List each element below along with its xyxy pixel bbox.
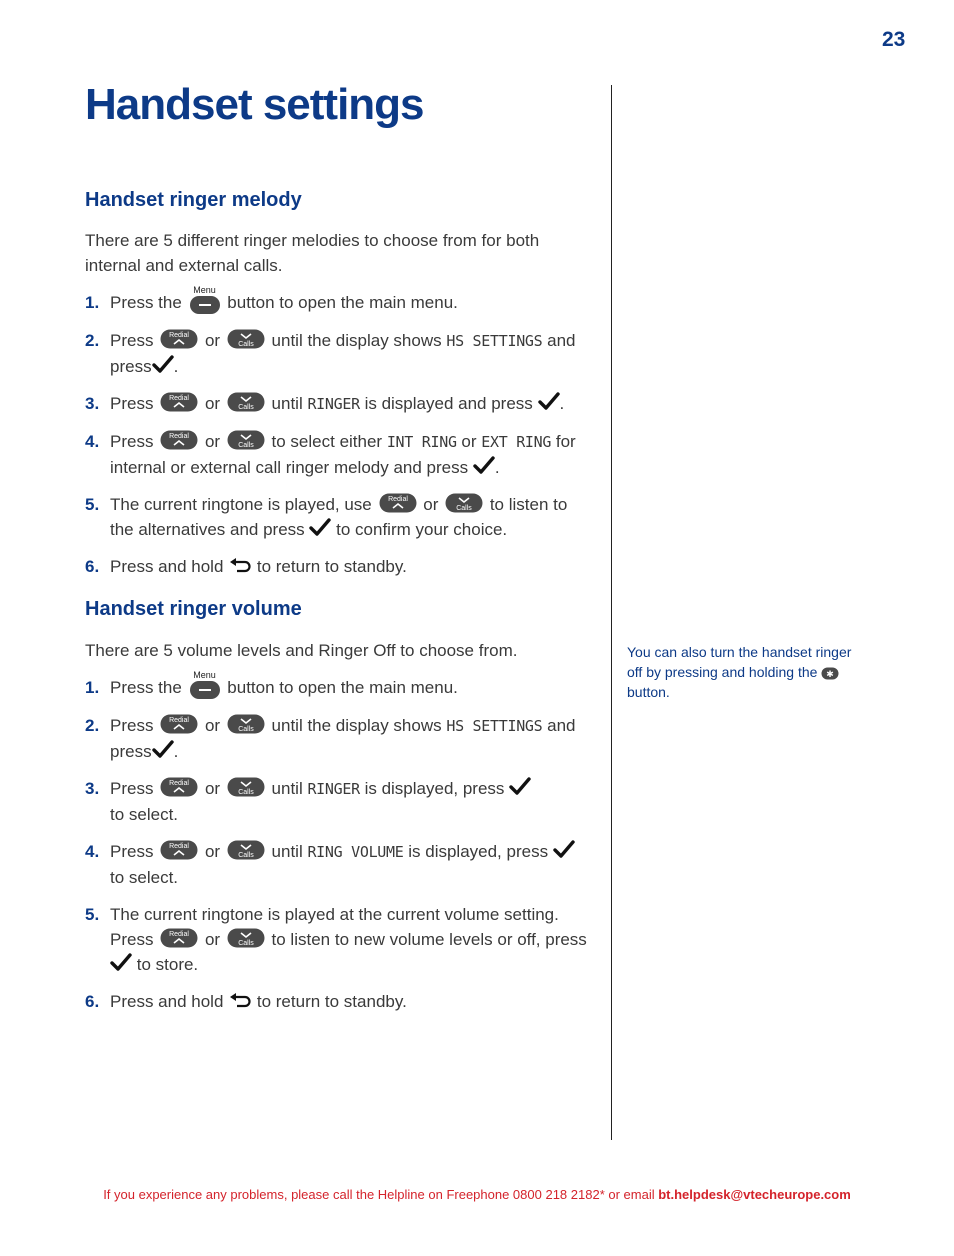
star-button-icon xyxy=(821,665,839,678)
svg-text:Redial: Redial xyxy=(169,433,190,441)
svg-text:✱: ✱ xyxy=(826,669,835,680)
check-icon xyxy=(553,839,575,859)
check-icon xyxy=(110,952,132,972)
calls-down-button-icon xyxy=(227,840,265,860)
list-item: 6. Press and hold to return to standby. xyxy=(85,556,407,576)
calls-down-button-icon xyxy=(227,777,265,797)
footer-helpline: If you experience any problems, please call the Helpline on Freephone 0800 218 2182* or email bt.helpdesk@vtecheurope.com xyxy=(103,1187,851,1202)
list-item: 3. Press Redial or Calls until RINGER is displayed and press . xyxy=(85,391,590,417)
page-title: Handset settings xyxy=(85,80,424,129)
list-item: 4. Press Redial or Calls to select either INT RING or EXT RING for internal or external call ringer melody and press . xyxy=(85,431,576,477)
list-item: 2. Press Redial or Calls until the display shows HS SETTINGS and press . xyxy=(85,715,576,761)
svg-text:Calls: Calls xyxy=(238,442,254,450)
svg-text:Calls: Calls xyxy=(238,852,254,860)
calls-down-button-icon xyxy=(227,329,265,349)
calls-down-button-icon xyxy=(227,392,265,412)
melody-steps xyxy=(85,284,590,591)
redial-up-button-icon xyxy=(160,840,198,860)
list-item: 1. Press the Menu button to open the main menu. xyxy=(85,669,458,697)
calls-down-button-icon xyxy=(227,714,265,734)
menu-button-icon: Menu xyxy=(189,674,221,698)
volume-steps xyxy=(85,669,590,1026)
svg-text:Calls: Calls xyxy=(238,341,254,349)
list-item: 1. Press the Menu button to open the main menu. xyxy=(85,284,458,312)
check-icon xyxy=(309,517,331,537)
svg-text:Calls: Calls xyxy=(238,940,254,948)
volume-intro: There are 5 volume levels and Ringer Off to choose from. xyxy=(85,641,518,660)
list-item: 5. The current ringtone is played at the current volume setting. Press Redial or Calls to listen to new volume levels or off, press to store. xyxy=(85,904,587,974)
calls-down-button-icon xyxy=(445,493,483,513)
sidenote: You can also turn the handset ringer off by pressing and holding the ✱ button. xyxy=(627,644,852,700)
svg-text:Redial: Redial xyxy=(169,332,190,340)
svg-text:Redial: Redial xyxy=(169,780,190,788)
check-icon xyxy=(473,455,495,475)
check-icon xyxy=(152,354,174,374)
melody-heading: Handset ringer melody xyxy=(85,189,302,211)
redial-up-button-icon xyxy=(160,430,198,450)
svg-text:Calls: Calls xyxy=(238,404,254,412)
page-number: 23 xyxy=(882,28,906,51)
list-item: 5. The current ringtone is played, use Redial or Calls to listen to the alternatives and press to confirm your choice. xyxy=(85,494,568,539)
column-divider xyxy=(611,85,612,1140)
melody-intro: There are 5 different ringer melodies to choose from for both internal and external calls. xyxy=(85,231,540,275)
redial-up-button-icon xyxy=(160,928,198,948)
list-item: 4. Press Redial or Calls until RING VOLUME is displayed, press to select. xyxy=(85,839,590,890)
svg-text:Calls: Calls xyxy=(238,789,254,797)
redial-up-button-icon xyxy=(160,392,198,412)
svg-text:Redial: Redial xyxy=(169,717,190,725)
svg-text:Redial: Redial xyxy=(387,496,408,504)
redial-up-button-icon xyxy=(160,714,198,734)
svg-text:Redial: Redial xyxy=(169,395,190,403)
redial-up-button-icon xyxy=(379,493,417,513)
check-icon xyxy=(538,391,560,411)
helpdesk-email: bt.helpdesk@vtecheurope.com xyxy=(658,1187,851,1202)
list-item: 6. Press and hold to return to standby. xyxy=(85,991,407,1011)
back-arrow-icon xyxy=(228,991,252,1007)
redial-up-button-icon xyxy=(160,777,198,797)
svg-text:Calls: Calls xyxy=(238,726,254,734)
svg-text:Calls: Calls xyxy=(456,505,472,513)
check-icon xyxy=(509,776,531,796)
calls-down-button-icon xyxy=(227,928,265,948)
volume-heading: Handset ringer volume xyxy=(85,598,302,620)
check-icon xyxy=(152,739,174,759)
svg-text:Redial: Redial xyxy=(169,843,190,851)
list-item: 3. Press Redial or Calls until RINGER is displayed, press to select. xyxy=(85,776,590,827)
svg-text:Redial: Redial xyxy=(169,931,190,939)
calls-down-button-icon xyxy=(227,430,265,450)
redial-up-button-icon xyxy=(160,329,198,349)
back-arrow-icon xyxy=(228,556,252,572)
menu-button-icon: Menu xyxy=(189,289,221,313)
list-item: 2. Press Redial or Calls until the display shows HS SETTINGS and press . xyxy=(85,330,576,376)
